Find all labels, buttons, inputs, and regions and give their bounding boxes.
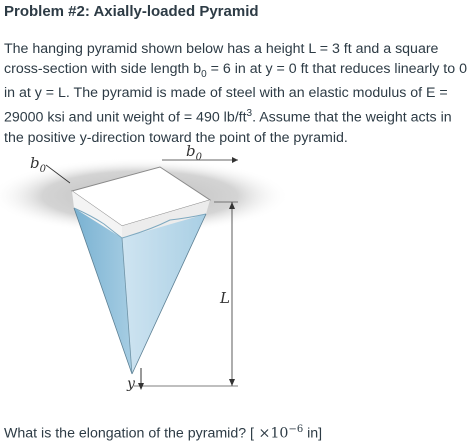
question-prompt: What is the elongation of the pyramid? [ (4, 425, 254, 442)
label-b0-top: $b_0$ (186, 142, 202, 163)
problem-title: Problem #2: Axially-loaded Pyramid (4, 3, 259, 20)
label-b0-left: $b_0$ (30, 154, 46, 175)
b0-subscript: 0 (201, 68, 207, 80)
label-L: L (220, 289, 230, 307)
question-text (4, 424, 322, 442)
pyramid-figure (0, 138, 290, 400)
label-y: y (127, 376, 135, 392)
pyramid-right-face (122, 214, 206, 374)
question-unit: in] (303, 425, 323, 442)
problem-statement (4, 40, 470, 149)
statement-text-3: . Assume that the weight acts in the positive y-direction toward the point of the pyramid. (4, 109, 452, 146)
y-axis-arrow (138, 383, 144, 390)
question-exponent: −6 (288, 424, 304, 435)
statement-text-1: The hanging pyramid shown below has a height L = 3 ft and a square cross-section with side length b (4, 41, 439, 77)
question-times: ×10 (254, 425, 289, 442)
cube-superscript: 3 (246, 108, 253, 120)
dim-L-arrow-bottom (229, 379, 235, 386)
statement-text-2: = 6 in at y = 0 ft that reduces linearly to 0 in at y = L. The pyramid is made of steel with an elastic modulus of E = 29000 ksi and unit weight of = 490 lb/ft (4, 60, 467, 126)
dim-b0-top-arrow (232, 157, 238, 163)
